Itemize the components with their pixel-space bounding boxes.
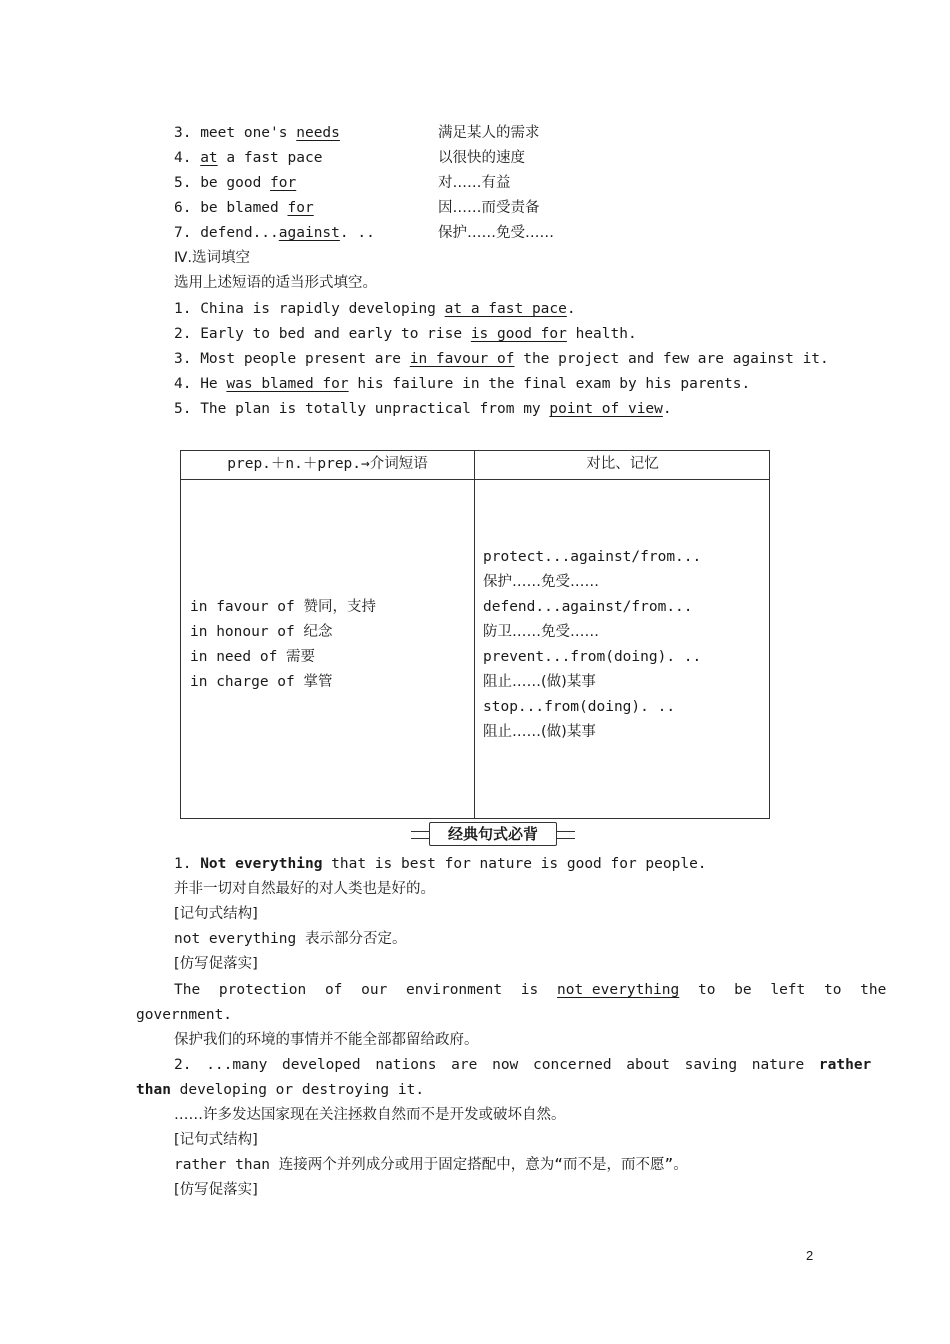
table-right-item: protect...against/from...: [483, 549, 702, 565]
phrase-5: 5. be good for: [174, 175, 297, 191]
practice-label-1: [仿写促落实]: [174, 956, 258, 972]
practice-text-1: The protection of our environment is not everything to be left to the: [174, 982, 887, 998]
section-banner: [411, 822, 575, 844]
phrase-6: 6. be blamed for: [174, 200, 314, 216]
phrase-7-cn: 保护……免受……: [438, 225, 554, 241]
phrase-4: 4. at a fast pace: [174, 150, 323, 166]
banner-title: 经典句式必背: [429, 822, 557, 846]
fill-item-4: 4. He was blamed for his failure in the final exam by his parents.: [174, 376, 751, 392]
struct-text-1: not everything 表示部分否定。: [174, 931, 407, 947]
phrase-5-cn: 对……有益: [438, 175, 511, 191]
section-heading: Ⅳ.选词填空: [174, 250, 250, 266]
table-header-left: prep.＋n.＋prep.→介词短语: [227, 456, 428, 472]
table-divider-horizontal: [181, 479, 769, 480]
table-right-item: 阻止……(做)某事: [483, 724, 596, 740]
phrase-3: 3. meet one's needs: [174, 125, 340, 141]
phrase-4-cn: 以很快的速度: [438, 150, 525, 166]
phrase-7: 7. defend...against. ..: [174, 225, 375, 241]
fill-item-2: 2. Early to bed and early to rise is good for health.: [174, 326, 637, 342]
fill-item-5: 5. The plan is totally unpractical from my point of view.: [174, 401, 672, 417]
sentence-2-cont: than developing or destroying it.: [136, 1082, 425, 1098]
table-right-item: 阻止……(做)某事: [483, 674, 596, 690]
sentence-2: 2. ...many developed nations are now concerned about saving nature rather: [174, 1057, 872, 1073]
table-right-item: prevent...from(doing). ..: [483, 649, 702, 665]
struct-label-1: [记句式结构]: [174, 906, 258, 922]
page-number: 2: [806, 1248, 814, 1263]
struct-label-2: [记句式结构]: [174, 1132, 258, 1148]
table-right-item: stop...from(doing). ..: [483, 699, 676, 715]
table-right-item: 防卫……免受……: [483, 624, 599, 640]
practice-cn-1: 保护我们的环境的事情并不能全部都留给政府。: [174, 1032, 479, 1048]
practice-label-2: [仿写促落实]: [174, 1182, 258, 1198]
sentence-1: 1. Not everything that is best for nature is good for people.: [174, 856, 707, 872]
table-left-item: in favour of 赞同，支持: [190, 599, 376, 615]
table-divider-vertical: [474, 451, 475, 818]
comparison-table: [180, 450, 770, 819]
struct-text-2: rather than 连接两个并列成分或用于固定搭配中，意为“而不是，而不愿”。: [174, 1157, 688, 1173]
table-right-item: 保护……免受……: [483, 574, 599, 590]
practice-text-1-cont: government.: [136, 1007, 233, 1023]
sentence-1-cn: 并非一切对自然最好的对人类也是好的。: [174, 881, 435, 897]
section-instruction: 选用上述短语的适当形式填空。: [174, 275, 377, 291]
sentence-2-cn: ……许多发达国家现在关注拯救自然而不是开发或破坏自然。: [174, 1107, 566, 1123]
table-header-right: 对比、记忆: [586, 456, 659, 472]
fill-item-3: 3. Most people present are in favour of the project and few are against it.: [174, 351, 829, 367]
table-left-item: in honour of 纪念: [190, 624, 333, 640]
table-left-item: in need of 需要: [190, 649, 316, 665]
table-right-item: defend...against/from...: [483, 599, 693, 615]
phrase-3-cn: 满足某人的需求: [438, 125, 540, 141]
table-left-item: in charge of 掌管: [190, 674, 333, 690]
fill-item-1: 1. China is rapidly developing at a fast pace.: [174, 301, 576, 317]
phrase-6-cn: 因……而受责备: [438, 200, 540, 216]
